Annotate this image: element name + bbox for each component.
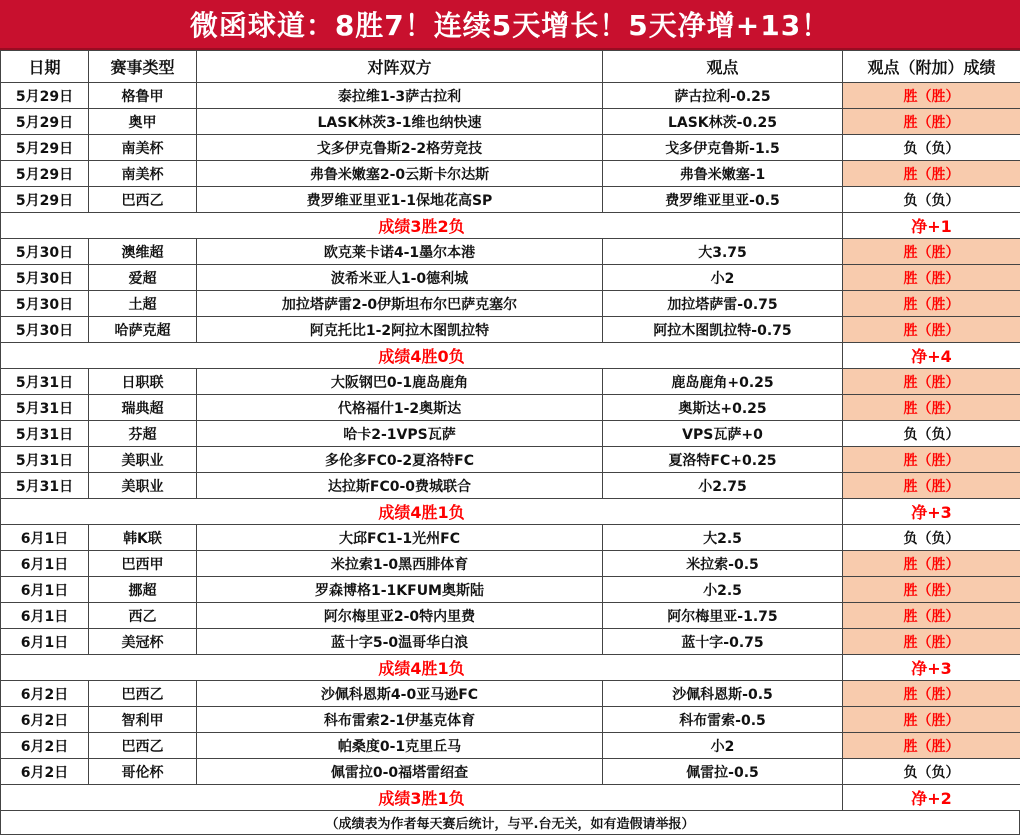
- cell-date: 6月1日: [1, 551, 89, 577]
- header-pick: 观点: [603, 51, 843, 83]
- cell-pick: 戈多伊克鲁斯-1.5: [603, 135, 843, 161]
- table-row: [1, 239, 1020, 265]
- cell-league: 巴西乙: [89, 681, 197, 707]
- cell-league: 芬超: [89, 421, 197, 447]
- cell-date: 5月29日: [1, 161, 89, 187]
- table-row: [1, 551, 1020, 577]
- cell-pick: 大3.75: [603, 239, 843, 265]
- cell-result: 胜（胜）: [843, 473, 1020, 499]
- cell-league: 瑞典超: [89, 395, 197, 421]
- cell-date: 6月1日: [1, 525, 89, 551]
- cell-pick: 大2.5: [603, 525, 843, 551]
- table-row: [1, 83, 1020, 109]
- cell-pick: 蓝十字-0.75: [603, 629, 843, 655]
- table-row: [1, 577, 1020, 603]
- header-match: 对阵双方: [197, 51, 603, 83]
- cell-result: 胜（胜）: [843, 239, 1020, 265]
- cell-league: 巴西甲: [89, 551, 197, 577]
- summary-row: [1, 785, 1020, 811]
- table-row: [1, 291, 1020, 317]
- cell-date: 5月31日: [1, 447, 89, 473]
- cell-result: 胜（胜）: [843, 733, 1020, 759]
- cell-league: 西乙: [89, 603, 197, 629]
- cell-match: 费罗维亚里亚1-1保地花高SP: [197, 187, 603, 213]
- summary-net: 净+3: [843, 655, 1020, 681]
- cell-pick: 小2.75: [603, 473, 843, 499]
- cell-league: 格鲁甲: [89, 83, 197, 109]
- cell-pick: 阿尔梅里亚-1.75: [603, 603, 843, 629]
- summary-row: [1, 343, 1020, 369]
- cell-date: 5月30日: [1, 239, 89, 265]
- cell-league: 奥甲: [89, 109, 197, 135]
- cell-league: 哥伦杯: [89, 759, 197, 785]
- cell-date: 6月1日: [1, 577, 89, 603]
- cell-match: 米拉索1-0黑西腓体育: [197, 551, 603, 577]
- cell-pick: 鹿岛鹿角+0.25: [603, 369, 843, 395]
- cell-result: 负（负）: [843, 421, 1020, 447]
- cell-date: 6月2日: [1, 681, 89, 707]
- footer-note: （成绩表为作者每天赛后统计，与平.台无关，如有造假请举报）: [0, 811, 1020, 835]
- cell-match: 泰拉维1-3萨古拉利: [197, 83, 603, 109]
- summary-row: [1, 213, 1020, 239]
- results-table: [0, 50, 1020, 811]
- cell-date: 6月2日: [1, 707, 89, 733]
- table-row: [1, 187, 1020, 213]
- cell-match: 弗鲁米嫩塞2-0云斯卡尔达斯: [197, 161, 603, 187]
- summary-record: 成绩4胜1负: [1, 655, 843, 681]
- cell-result: 负（负）: [843, 187, 1020, 213]
- summary-net: 净+1: [843, 213, 1020, 239]
- cell-match: 达拉斯FC0-0费城联合: [197, 473, 603, 499]
- cell-match: 科布雷索2-1伊基克体育: [197, 707, 603, 733]
- cell-date: 5月31日: [1, 421, 89, 447]
- cell-pick: 弗鲁米嫩塞-1: [603, 161, 843, 187]
- cell-date: 5月29日: [1, 187, 89, 213]
- cell-pick: 加拉塔萨雷-0.75: [603, 291, 843, 317]
- summary-net: 净+2: [843, 785, 1020, 811]
- table-row: [1, 681, 1020, 707]
- table-row: [1, 161, 1020, 187]
- header-result: 观点（附加）成绩: [843, 51, 1020, 83]
- table-row: [1, 473, 1020, 499]
- cell-result: 胜（胜）: [843, 317, 1020, 343]
- cell-match: 戈多伊克鲁斯2-2格劳竞技: [197, 135, 603, 161]
- cell-result: 胜（胜）: [843, 369, 1020, 395]
- cell-date: 5月30日: [1, 265, 89, 291]
- table-row: [1, 525, 1020, 551]
- cell-league: 美职业: [89, 473, 197, 499]
- cell-result: 胜（胜）: [843, 551, 1020, 577]
- table-row: [1, 629, 1020, 655]
- cell-date: 6月1日: [1, 629, 89, 655]
- cell-match: 哈卡2-1VPS瓦萨: [197, 421, 603, 447]
- summary-record: 成绩4胜0负: [1, 343, 843, 369]
- cell-league: 挪超: [89, 577, 197, 603]
- cell-match: 大阪钢巴0-1鹿岛鹿角: [197, 369, 603, 395]
- cell-match: 蓝十字5-0温哥华白浪: [197, 629, 603, 655]
- cell-match: 加拉塔萨雷2-0伊斯坦布尔巴萨克塞尔: [197, 291, 603, 317]
- cell-result: 胜（胜）: [843, 291, 1020, 317]
- table-row: [1, 447, 1020, 473]
- table-row: [1, 707, 1020, 733]
- table-row: [1, 135, 1020, 161]
- cell-date: 5月29日: [1, 83, 89, 109]
- cell-match: 阿克托比1-2阿拉木图凯拉特: [197, 317, 603, 343]
- cell-match: 欧克莱卡诺4-1墨尔本港: [197, 239, 603, 265]
- table-row: [1, 603, 1020, 629]
- table-row: [1, 369, 1020, 395]
- cell-pick: 沙佩科恩斯-0.5: [603, 681, 843, 707]
- cell-result: 胜（胜）: [843, 629, 1020, 655]
- cell-match: 佩雷拉0-0福塔雷绍查: [197, 759, 603, 785]
- cell-result: 胜（胜）: [843, 83, 1020, 109]
- cell-pick: 费罗维亚里亚-0.5: [603, 187, 843, 213]
- header-league: 赛事类型: [89, 51, 197, 83]
- cell-date: 5月31日: [1, 369, 89, 395]
- cell-match: 阿尔梅里亚2-0特内里费: [197, 603, 603, 629]
- cell-date: 5月29日: [1, 135, 89, 161]
- cell-pick: 小2.5: [603, 577, 843, 603]
- table-header: [1, 51, 1020, 83]
- cell-league: 澳维超: [89, 239, 197, 265]
- cell-match: 大邱FC1-1光州FC: [197, 525, 603, 551]
- cell-league: 日职联: [89, 369, 197, 395]
- cell-pick: LASK林茨-0.25: [603, 109, 843, 135]
- cell-match: 波希米亚人1-0德利城: [197, 265, 603, 291]
- cell-pick: VPS瓦萨+0: [603, 421, 843, 447]
- table-row: [1, 733, 1020, 759]
- cell-result: 负（负）: [843, 135, 1020, 161]
- cell-date: 5月31日: [1, 395, 89, 421]
- cell-match: 帕桑度0-1克里丘马: [197, 733, 603, 759]
- cell-league: 美职业: [89, 447, 197, 473]
- cell-pick: 科布雷索-0.5: [603, 707, 843, 733]
- cell-result: 胜（胜）: [843, 681, 1020, 707]
- table-row: [1, 421, 1020, 447]
- cell-result: 胜（胜）: [843, 577, 1020, 603]
- cell-result: 胜（胜）: [843, 265, 1020, 291]
- cell-pick: 奥斯达+0.25: [603, 395, 843, 421]
- summary-record: 成绩3胜2负: [1, 213, 843, 239]
- summary-row: [1, 655, 1020, 681]
- cell-result: 胜（胜）: [843, 603, 1020, 629]
- summary-net: 净+4: [843, 343, 1020, 369]
- summary-row: [1, 499, 1020, 525]
- table-row: [1, 265, 1020, 291]
- cell-result: 负（负）: [843, 525, 1020, 551]
- cell-pick: 阿拉木图凯拉特-0.75: [603, 317, 843, 343]
- cell-date: 5月30日: [1, 317, 89, 343]
- cell-pick: 佩雷拉-0.5: [603, 759, 843, 785]
- summary-net: 净+3: [843, 499, 1020, 525]
- cell-match: LASK林茨3-1维也纳快速: [197, 109, 603, 135]
- summary-record: 成绩3胜1负: [1, 785, 843, 811]
- cell-result: 负（负）: [843, 759, 1020, 785]
- cell-league: 哈萨克超: [89, 317, 197, 343]
- cell-league: 智利甲: [89, 707, 197, 733]
- cell-pick: 夏洛特FC+0.25: [603, 447, 843, 473]
- cell-date: 5月29日: [1, 109, 89, 135]
- cell-league: 南美杯: [89, 135, 197, 161]
- cell-pick: 米拉索-0.5: [603, 551, 843, 577]
- table-row: [1, 759, 1020, 785]
- cell-match: 沙佩科恩斯4-0亚马逊FC: [197, 681, 603, 707]
- cell-result: 胜（胜）: [843, 707, 1020, 733]
- cell-date: 6月2日: [1, 759, 89, 785]
- table-row: [1, 395, 1020, 421]
- cell-date: 5月30日: [1, 291, 89, 317]
- cell-date: 6月2日: [1, 733, 89, 759]
- cell-league: 南美杯: [89, 161, 197, 187]
- cell-league: 巴西乙: [89, 187, 197, 213]
- table-row: [1, 109, 1020, 135]
- cell-league: 土超: [89, 291, 197, 317]
- cell-league: 韩K联: [89, 525, 197, 551]
- cell-pick: 萨古拉利-0.25: [603, 83, 843, 109]
- cell-league: 爱超: [89, 265, 197, 291]
- cell-result: 胜（胜）: [843, 109, 1020, 135]
- summary-record: 成绩4胜1负: [1, 499, 843, 525]
- cell-date: 5月31日: [1, 473, 89, 499]
- header-date: 日期: [1, 51, 89, 83]
- cell-pick: 小2: [603, 265, 843, 291]
- cell-result: 胜（胜）: [843, 447, 1020, 473]
- cell-match: 多伦多FC0-2夏洛特FC: [197, 447, 603, 473]
- cell-match: 罗森博格1-1KFUM奥斯陆: [197, 577, 603, 603]
- cell-league: 巴西乙: [89, 733, 197, 759]
- cell-result: 胜（胜）: [843, 161, 1020, 187]
- table-row: [1, 317, 1020, 343]
- cell-pick: 小2: [603, 733, 843, 759]
- cell-league: 美冠杯: [89, 629, 197, 655]
- cell-date: 6月1日: [1, 603, 89, 629]
- cell-match: 代格福什1-2奥斯达: [197, 395, 603, 421]
- table-body: [1, 83, 1020, 811]
- cell-result: 胜（胜）: [843, 395, 1020, 421]
- page-title: 微函球道：8胜7！连续5天增长！5天净增+13！: [0, 0, 1020, 50]
